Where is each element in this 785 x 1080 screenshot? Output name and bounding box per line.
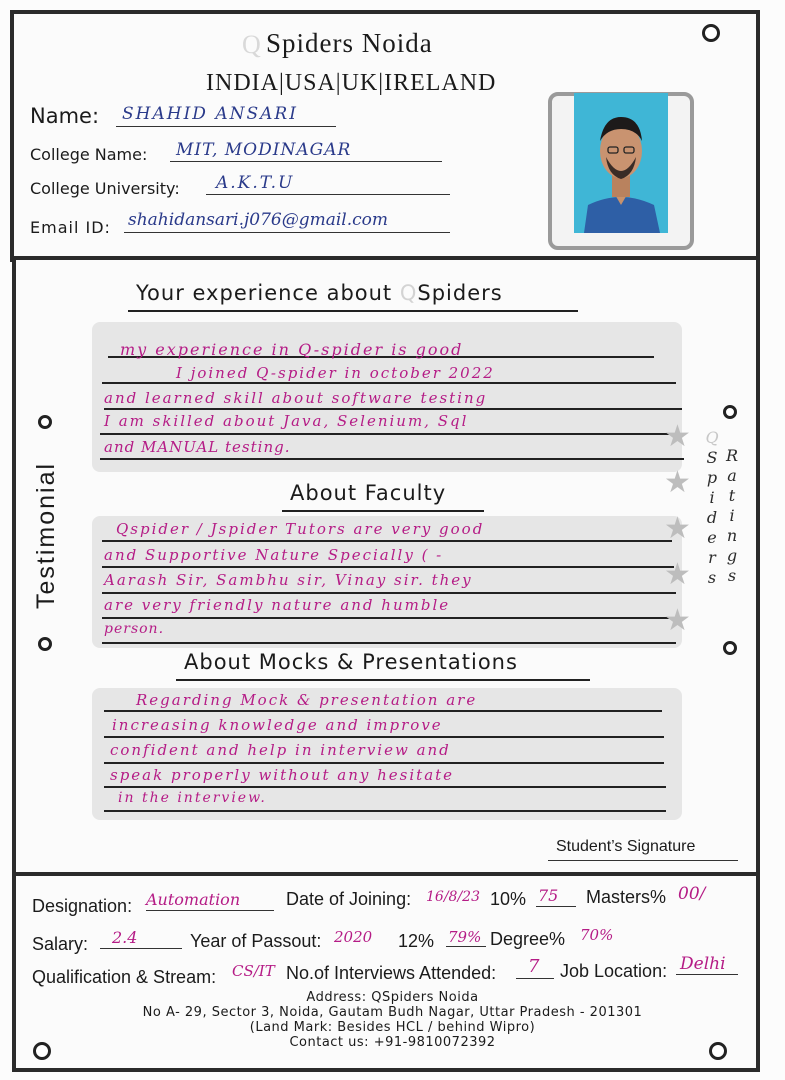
experience-text-5: and MANUAL testing. — [104, 438, 291, 456]
degree-value: 70% — [580, 926, 614, 944]
college-name-value: MIT, MODINAGAR — [176, 140, 352, 160]
faculty-line-4 — [102, 617, 676, 619]
ratings-ratings-letter: n — [726, 526, 738, 545]
ratings-qspiders-letter: d — [706, 508, 718, 527]
salary-value: 2.4 — [112, 928, 138, 947]
experience-text-4: I am skilled about Java, Selenium, Sql — [104, 412, 469, 430]
punch-hole-ratings-top — [723, 405, 737, 419]
salary-underline — [100, 948, 182, 949]
doj-label: Date of Joining: — [286, 889, 412, 909]
doj-value: 16/8/23 — [426, 889, 480, 905]
experience-text-1: my experience in Q-spider is good — [120, 340, 464, 359]
email-underline — [124, 232, 450, 233]
mocks-line-1 — [104, 710, 662, 712]
designation-value: Automation — [146, 890, 241, 909]
mocks-line-5 — [104, 810, 666, 812]
name-value: SHAHID ANSARI — [122, 104, 298, 124]
ratings-qspiders-letter: S — [706, 448, 718, 467]
faculty-text-3: Aarash Sir, Sambhu sir, Vinay sir. they — [104, 571, 473, 589]
tenth-underline — [536, 906, 576, 907]
address-line-3: (Land Mark: Besides HCL / behind Wipro) — [249, 1020, 536, 1035]
experience-heading-underline — [128, 310, 578, 312]
email-label: Email ID: — [30, 218, 111, 237]
address-line-2: No A- 29, Sector 3, Noida, Gautam Budh Nagar, Uttar Pradesh - 201301 — [142, 1005, 643, 1020]
degree-label: Degree% — [490, 929, 566, 949]
job-location-label: Job Location: — [560, 961, 668, 981]
email-value: shahidansari.j076@gmail.com — [128, 210, 388, 230]
qualification-value: CS/IT — [232, 962, 275, 980]
interviews-underline — [516, 978, 554, 979]
countries: INDIA|USA|UK|IRELAND — [206, 70, 497, 96]
ratings-qspiders-letter: Q — [705, 428, 719, 447]
college-underline — [170, 161, 442, 162]
ratings-ratings-letter: a — [727, 466, 737, 485]
ratings-qspiders-letter: s — [707, 568, 717, 587]
qualification-label: Qualification & Stream: — [32, 967, 217, 987]
faculty-text-2: and Supportive Nature Specially ( - — [104, 546, 444, 564]
faculty-line-3 — [102, 592, 676, 594]
ratings-ratings-letter: t — [728, 486, 736, 505]
twelfth-underline — [446, 946, 486, 947]
faculty-heading-underline — [282, 510, 484, 512]
experience-text-3: and learned skill about software testing — [104, 389, 488, 407]
university-label: College University: — [30, 179, 180, 198]
faculty-line-2 — [102, 566, 674, 568]
rating-star-1-icon: ★ — [664, 419, 691, 454]
name-label: Name: — [30, 104, 100, 128]
tenth-label: 10% — [490, 889, 527, 909]
rating-star-2-icon: ★ — [664, 465, 691, 500]
ratings-qspiders-letter: i — [709, 488, 715, 507]
passout-value: 2020 — [334, 928, 373, 946]
ratings-ratings-letter: g — [726, 546, 738, 565]
designation-label: Designation: — [32, 896, 133, 916]
faculty-heading: About Faculty — [290, 481, 447, 505]
mocks-line-4 — [104, 786, 666, 788]
punch-hole-left-bottom — [38, 637, 52, 651]
mocks-line-2 — [104, 736, 664, 738]
address-line-1: Address: QSpiders Noida — [306, 990, 479, 1005]
tenth-value: 75 — [538, 886, 559, 905]
punch-hole-top-right — [702, 24, 720, 42]
rating-star-4-icon: ★ — [664, 557, 691, 592]
mocks-text-3: confident and help in interview and — [110, 741, 451, 759]
masters-label: Masters% — [586, 887, 667, 907]
experience-text-2: I joined Q-spider in october 2022 — [176, 364, 495, 382]
ratings-ratings-letter: i — [729, 506, 735, 525]
name-underline — [116, 126, 336, 127]
ratings-qspiders-column — [704, 428, 720, 588]
rating-star-5-icon: ★ — [664, 603, 691, 638]
ratings-qspiders-letter: p — [706, 468, 718, 487]
ratings-ratings-letter: s — [727, 566, 737, 585]
rating-star-3-icon: ★ — [664, 511, 691, 546]
punch-hole-left-top — [38, 415, 52, 429]
contact-line: Contact us: +91-9810072392 — [289, 1035, 496, 1050]
experience-heading: Your experience about QSpiders — [136, 281, 503, 305]
signature-rule — [548, 860, 738, 861]
interviews-value: 7 — [528, 956, 540, 977]
salary-label: Salary: — [32, 934, 89, 954]
student-signature-label: Student’s Signature — [556, 838, 696, 855]
ratings-ratings-letter: R — [725, 446, 739, 465]
mocks-heading: About Mocks & Presentations — [184, 650, 518, 674]
twelfth-label: 12% — [398, 931, 435, 951]
mocks-text-5: in the interview. — [118, 790, 267, 806]
mocks-heading-underline — [176, 679, 590, 681]
org-title: Spiders Noida — [266, 28, 433, 58]
masters-value: 00/ — [678, 884, 706, 904]
mocks-text-1: Regarding Mock & presentation are — [136, 691, 478, 709]
ratings-qspiders-letter: r — [708, 548, 716, 567]
faculty-text-5: person. — [104, 621, 165, 637]
ratings-ratings-column — [724, 446, 740, 586]
passout-label: Year of Passout: — [190, 931, 322, 951]
mocks-text-4: speak properly without any hesitate — [110, 766, 455, 784]
twelfth-value: 79% — [448, 928, 482, 946]
designation-underline — [146, 910, 274, 911]
interviews-label: No.of Interviews Attended: — [286, 963, 497, 983]
college-name-label: College Name: — [30, 145, 148, 164]
mocks-line-3 — [104, 762, 664, 764]
experience-line-3 — [104, 408, 682, 410]
logo-q: Q — [242, 30, 261, 59]
experience-line-2 — [102, 382, 676, 384]
job-location-underline — [676, 974, 738, 975]
faculty-text-4: are very friendly nature and humble — [104, 596, 451, 614]
mocks-text-2: increasing knowledge and improve — [112, 716, 443, 734]
faculty-line-5 — [102, 642, 676, 644]
university-underline — [206, 194, 450, 195]
job-location-value: Delhi — [680, 954, 726, 974]
experience-line-4 — [100, 433, 684, 435]
faculty-line-1 — [102, 540, 672, 542]
university-value: A.K.T.U — [216, 173, 295, 193]
experience-line-5 — [100, 458, 684, 460]
ratings-qspiders-letter: e — [707, 528, 717, 547]
faculty-text-1: Qspider / Jspider Tutors are very good — [116, 520, 485, 538]
testimonial-side-label: Testimonial — [32, 461, 60, 609]
student-photo — [574, 93, 668, 233]
punch-hole-ratings-bottom — [723, 641, 737, 655]
